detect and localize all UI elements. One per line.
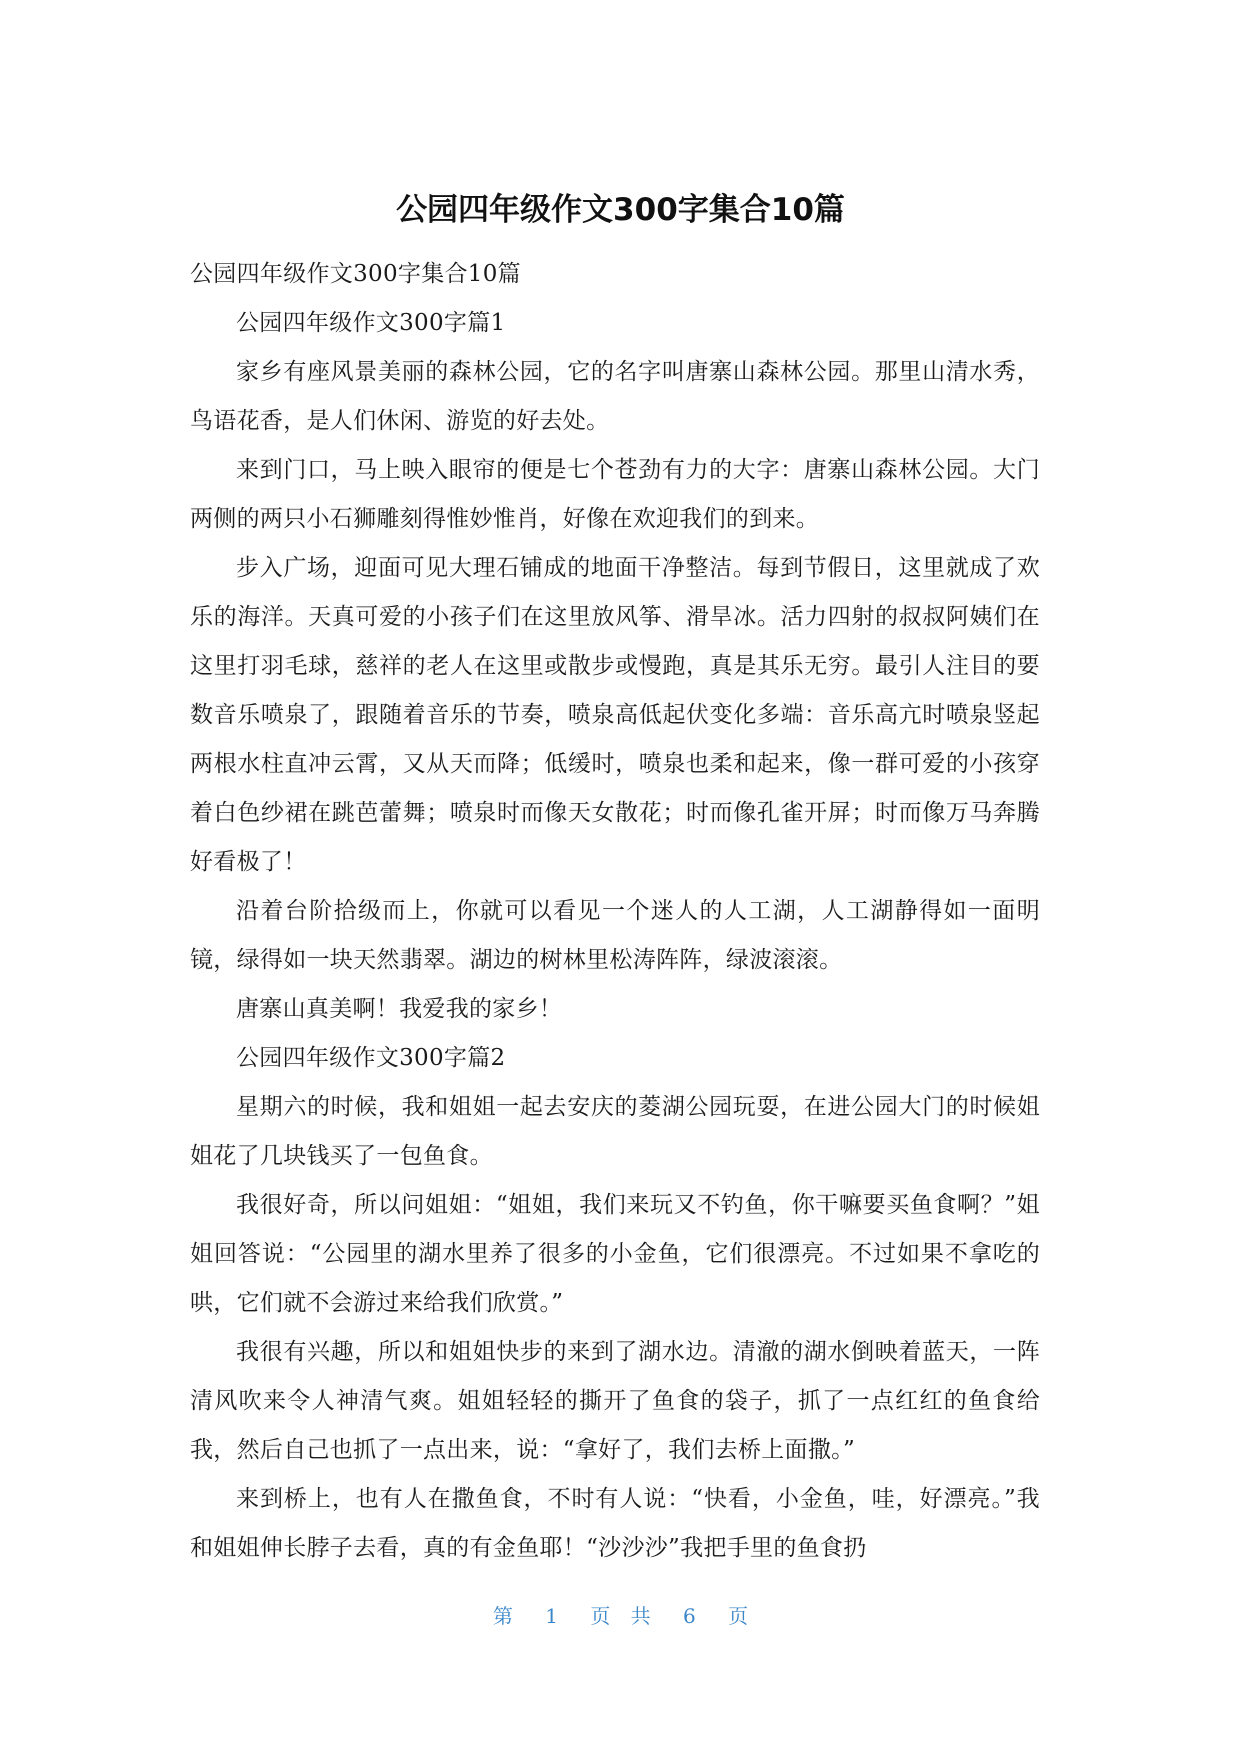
document-title: 公园四年级作文300字集合10篇 <box>396 192 845 228</box>
paragraph: 家乡有座风景美丽的森林公园，它的名字叫唐寨山森林公园。那里山清水秀，鸟语花香，是人们休闲、游览的好去处。 <box>190 359 1040 434</box>
paragraph: 唐寨山真美啊！我爱我的家乡！ <box>236 996 563 1022</box>
paragraph: 来到桥上，也有人在撒鱼食，不时有人说：“快看，小金鱼，哇，好漂亮。”我和姐姐伸长脖子去看，真的有金鱼耶！“沙沙沙”我把手里的鱼食扔 <box>190 1486 1040 1561</box>
footer-label-of: 页 共 <box>590 1604 651 1628</box>
paragraph: 来到门口，马上映入眼帘的便是七个苍劲有力的大字：唐寨山森林公园。大门两侧的两只小石狮雕刻得惟妙惟肖，好像在欢迎我们的到来。 <box>190 457 1040 532</box>
paragraph: 我很有兴趣，所以和姐姐快步的来到了湖水边。清澈的湖水倒映着蓝天，一阵清风吹来令人神清气爽。姐姐轻轻的撕开了鱼食的袋子，抓了一点红红的鱼食给我，然后自己也抓了一点出来，说：“拿好了，我们去桥上面撒。” <box>190 1339 1040 1463</box>
section-heading: 公园四年级作文300字篇1 <box>236 310 506 336</box>
document-body <box>190 250 1040 1573</box>
paragraph: 沿着台阶拾级而上，你就可以看见一个迷人的人工湖，人工湖静得如一面明镜，绿得如一块天然翡翠。湖边的树林里松涛阵阵，绿波滚滚。 <box>190 898 1040 973</box>
paragraph: 星期六的时候，我和姐姐一起去安庆的菱湖公园玩耍，在进公园大门的时候姐姐花了几块钱买了一包鱼食。 <box>190 1094 1040 1169</box>
paragraph: 我很好奇，所以问姐姐：“姐姐，我们来玩又不钓鱼，你干嘛要买鱼食啊？”姐姐回答说：“公园里的湖水里养了很多的小金鱼，它们很漂亮。不过如果不拿吃的哄，它们就不会游过来给我们欣赏。” <box>190 1192 1040 1316</box>
paragraph: 步入广场，迎面可见大理石铺成的地面干净整洁。每到节假日，这里就成了欢乐的海洋。天真可爱的小孩子们在这里放风筝、滑旱冰。活力四射的叔叔阿姨们在这里打羽毛球，慈祥的老人在这里或散步或慢跑，真是其乐无穷。最引人注目的要数音乐喷泉了，跟随着音乐的节奏，喷泉高低起伏变化多端：音乐高亢时喷泉竖起两根水柱直冲云霄，又从天而降；低缓时，喷泉也柔和起来，像一群可爱的小孩穿着白色纱裙在跳芭蕾舞；喷泉时而像天女散花；时而像孔雀开屏；时而像万马奔腾好看极了！ <box>190 555 1040 875</box>
section-heading: 公园四年级作文300字篇2 <box>236 1045 506 1071</box>
footer-label-end: 页 <box>728 1604 749 1628</box>
page-footer <box>0 1600 1241 1632</box>
footer-label-page: 第 <box>492 1604 513 1628</box>
footer-current-page: 1 <box>545 1604 558 1628</box>
paragraph: 公园四年级作文300字集合10篇 <box>190 261 521 287</box>
footer-total-pages: 6 <box>683 1604 696 1628</box>
